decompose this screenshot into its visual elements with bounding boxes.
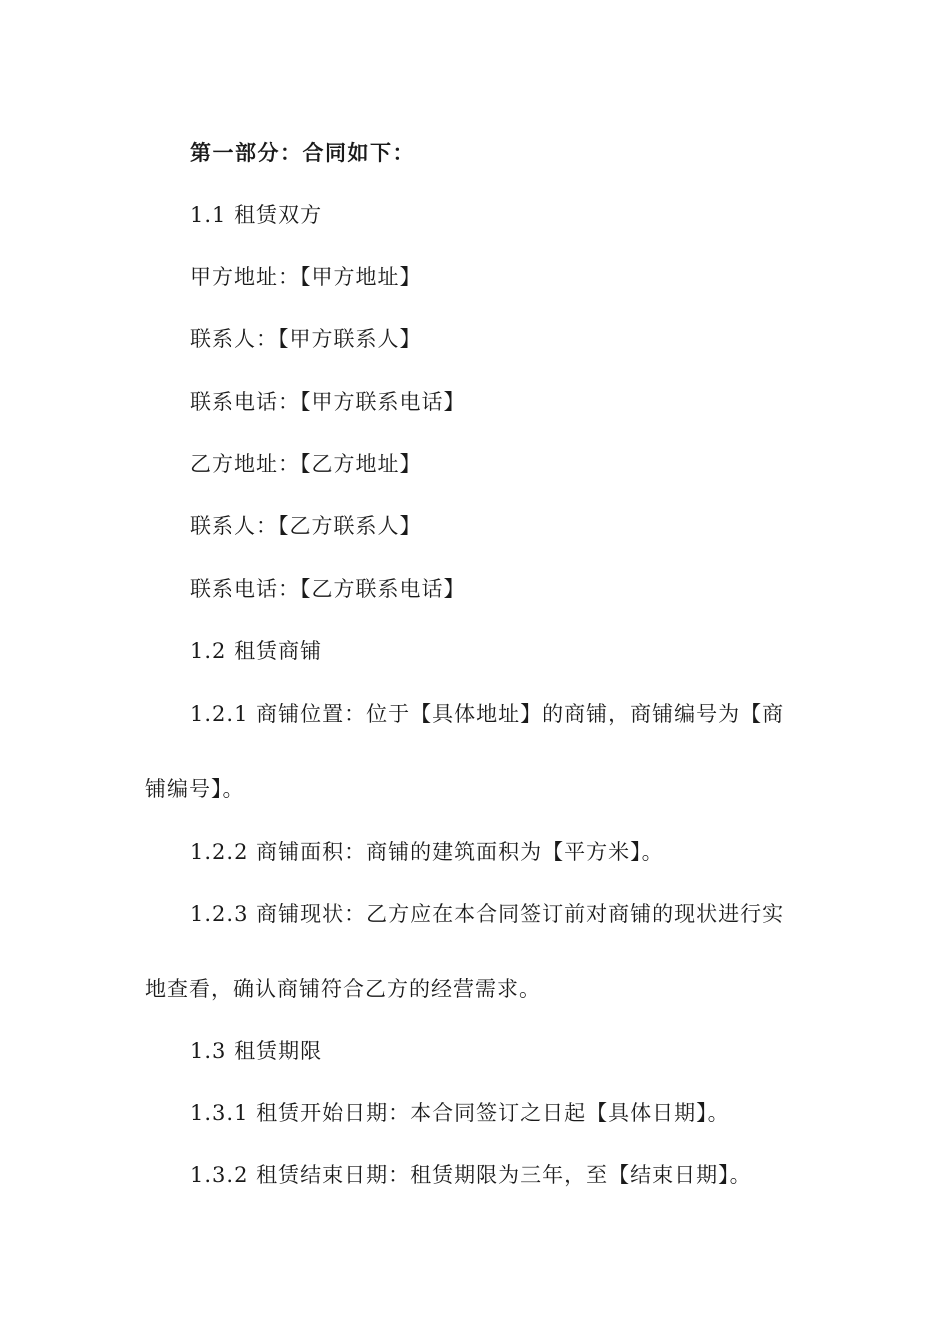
clause-1-2-1-line1: 1.2.1 商铺位置：位于【具体地址】的商铺，商铺编号为【商 bbox=[190, 702, 785, 726]
party-a-contact: 联系人：【甲方联系人】 bbox=[190, 327, 422, 351]
clause-1-3-1: 1.3.1 租赁开始日期：本合同签订之日起【具体日期】。 bbox=[190, 1101, 730, 1125]
clause-1-3-2: 1.3.2 租赁结束日期：租赁期限为三年，至【结束日期】。 bbox=[190, 1163, 752, 1187]
party-b-phone: 联系电话：【乙方联系电话】 bbox=[190, 577, 466, 601]
clause-1-2-1-line2: 铺编号】。 bbox=[145, 777, 245, 801]
clause-1-2-2: 1.2.2 商铺面积：商铺的建筑面积为【平方米】。 bbox=[190, 840, 664, 864]
subsection-title-1-1: 1.1 租赁双方 bbox=[190, 203, 323, 227]
subsection-title-1-3: 1.3 租赁期限 bbox=[190, 1039, 323, 1063]
party-b-address: 乙方地址：【乙方地址】 bbox=[190, 452, 422, 476]
clause-1-2-3-line2: 地查看，确认商铺符合乙方的经营需求。 bbox=[145, 977, 541, 1001]
subsection-title-1-2: 1.2 租赁商铺 bbox=[190, 639, 323, 663]
clause-1-2-3-line1: 1.2.3 商铺现状：乙方应在本合同签订前对商铺的现状进行实 bbox=[190, 902, 785, 926]
section-heading: 第一部分：合同如下： bbox=[190, 141, 415, 165]
party-b-contact: 联系人：【乙方联系人】 bbox=[190, 514, 422, 538]
party-a-phone: 联系电话：【甲方联系电话】 bbox=[190, 390, 466, 414]
party-a-address: 甲方地址：【甲方地址】 bbox=[190, 265, 422, 289]
